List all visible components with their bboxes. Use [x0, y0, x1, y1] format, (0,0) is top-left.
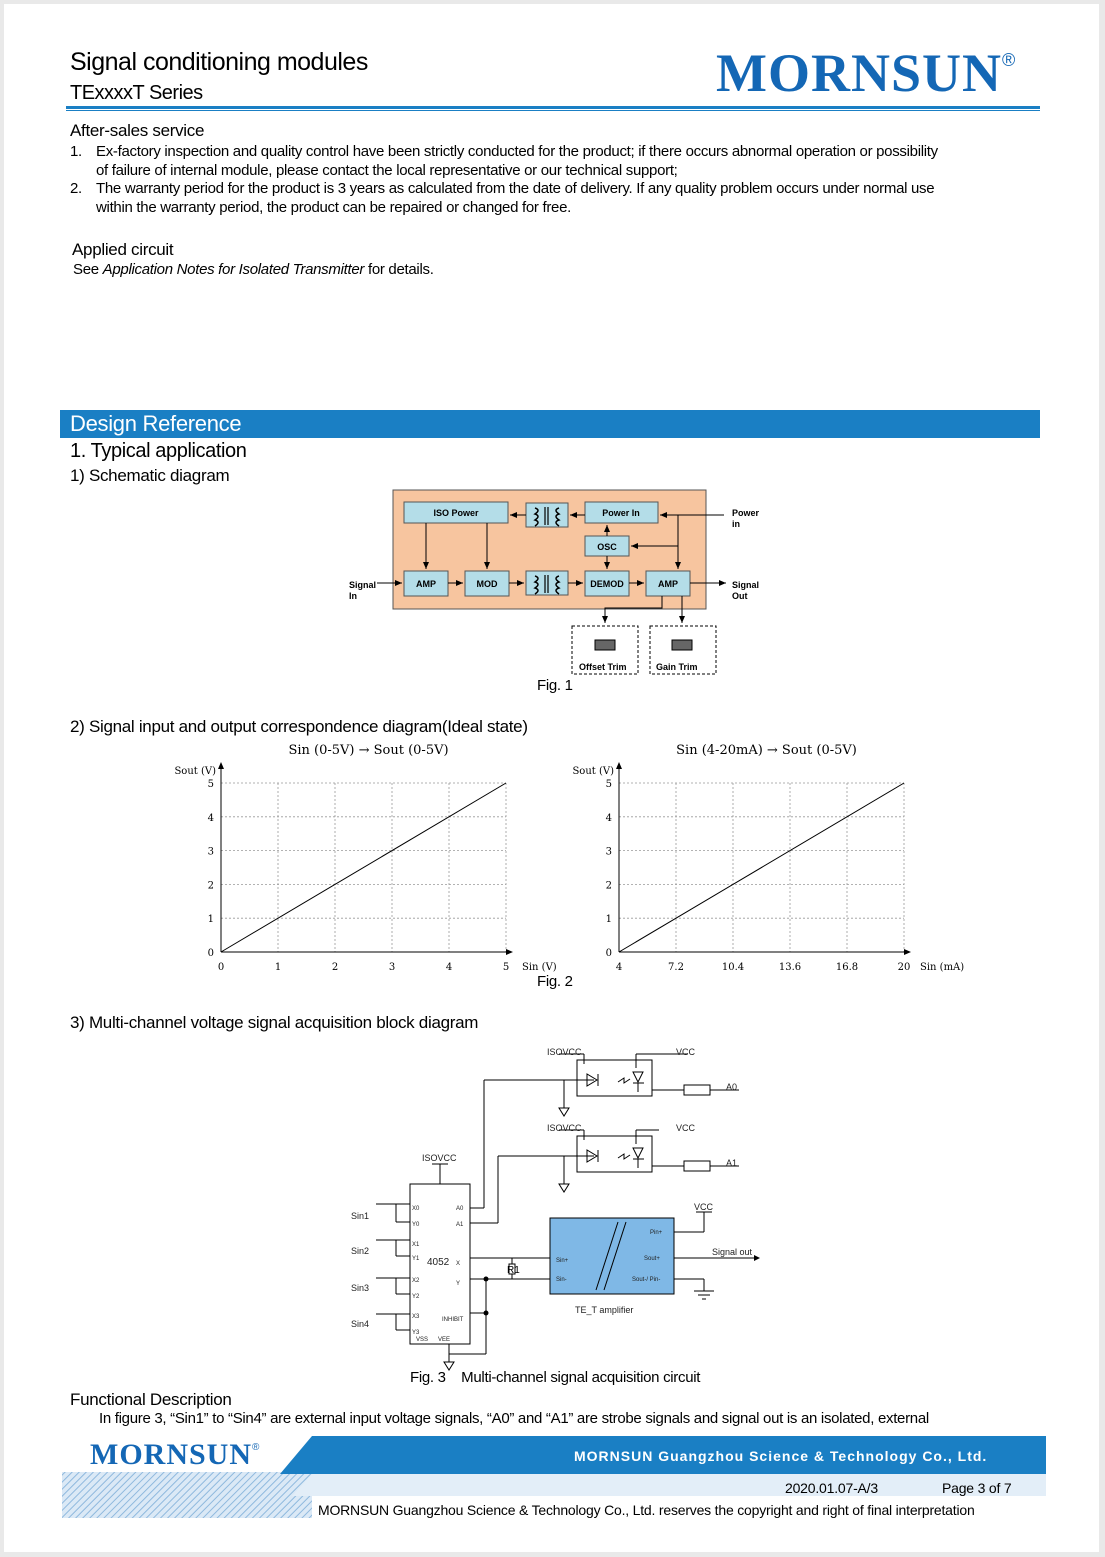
footer-copyright: MORNSUN Guangzhou Science & Technology Co., Ltd. reserves the copyright and right of final interpretation: [318, 1502, 975, 1518]
y-axis-label: Sout (V): [174, 766, 216, 777]
y-axis-label: Sout (V): [572, 766, 614, 777]
y-tick-label: 5: [605, 779, 612, 790]
y-tick-label: 2: [207, 880, 214, 892]
x-tick-label: 20: [897, 962, 911, 973]
document-title: Signal conditioning modules: [70, 48, 368, 76]
chart-title: Sin (4-20mA) → Sout (0-5V): [676, 743, 857, 758]
x-tick-label: 0: [217, 962, 225, 973]
y-tick-label: 4: [605, 812, 612, 824]
footer-date-code: 2020.01.07-A/3: [785, 1480, 878, 1496]
x-tick-label: 7.2: [668, 962, 684, 973]
schematic-diagram: [334, 484, 774, 679]
typical-application-heading: 1. Typical application: [70, 440, 247, 462]
x-tick-label: 16.8: [835, 962, 859, 973]
series-line: [221, 783, 506, 952]
y-tick-label: 2: [605, 880, 612, 892]
y-axis-arrow: [218, 762, 224, 769]
transformer-icon: [526, 571, 568, 595]
footer-page-number: Page 3 of 7: [942, 1480, 1012, 1496]
series-name: TExxxxT Series: [70, 82, 203, 104]
amplifier-label: TE_T amplifier: [575, 1305, 634, 1315]
fig1-caption: Fig. 1: [537, 677, 573, 694]
potentiometer-icon: [672, 640, 692, 650]
sin1-label: Sin1: [351, 1211, 370, 1221]
datasheet-page: Signal conditioning modules TExxxxT Series MORNSUN® After-sales service 1. Ex-factory inspection and quality control have been strictly conducted for the product; if there occurs abnormal operation or possibility of failure of internal module, please contact the local representative or our technical support; 2. The warranty period for the product is 3 years as calculated from the date of delivery. If any quality problem occurs under normal use within the warranty period, the product can be repaired or changed for free. Applied circuit See Application Notes for Isolated Transmitter for details. Design Reference 1. Typical application 1) Schematic diagram ISO Power Power In OSC AMP MOD DEMOD AMP Offset Trim Gain Trim Power in Signal In Signal Out Fig. 1 2) Signal input and output correspondence diagram(Ideal state) Sin (0-5V) → Sout (0-5V) 0 1 2 3 4 5 0 1 2 3 4 5 Sout (V) Sin (V) Sin (4-20mA) → Sout (0-5V) 4 7.2 10.4 13.6 16.8 20 0 1 2 3 4 5 Sout (V) Sin (mA) Fig. 2 3) Multi-channel voltage signal acquisition block diagram ISOVCC VCC A0 ISOVCC VCC A1 ISOVCC VCC Sin1 Sin2 Sin3 Sin4 Signal out TE_T amplifier R1 4052 X0 Y0 X1 Y1 X2 Y2 X3 Y3 A0 A1 X Y INHIBIT VSS VEE Sin+ Sin- Pin+ Sout+ Sout-/ Pin- Fig. 3 Multi-channel signal acquisition circuit Functional Description In figure 3, “Sin1” to “Sin4” are external input voltage signals, “A0” and “A1” are strobe signals and signal out is an isolated, external MORNSUN® MORNSUN Guangzhou Science & Technology Co., Ltd. 2020.01.07-A/3 Page 3 of 7 MORNSUN Guangzhou Science & Technology Co., Ltd. reserves the copyright and right of final interpretation: [4, 4, 1099, 1552]
svg-text:Sout-/ Pin-: Sout-/ Pin-: [632, 1277, 661, 1283]
y-tick-label: 4: [207, 812, 214, 824]
svg-text:X2: X2: [412, 1278, 420, 1284]
svg-text:X3: X3: [412, 1314, 420, 1320]
osc-label: OSC: [597, 542, 617, 552]
demod-label: DEMOD: [590, 579, 624, 589]
svg-text:X0: X0: [412, 1206, 420, 1212]
sin2-label: Sin2: [351, 1246, 370, 1256]
header-rule-thin: [66, 110, 1040, 111]
signal-out-label-2: Out: [732, 591, 748, 601]
a0-label: A0: [726, 1082, 738, 1092]
y-tick-label: 1: [605, 914, 612, 926]
y-axis-arrow: [616, 762, 622, 769]
sin4-label: Sin4: [351, 1319, 370, 1329]
svg-text:Y0: Y0: [412, 1222, 420, 1228]
header-rule: [66, 106, 1040, 109]
x-tick-label: 13.6: [778, 962, 802, 973]
svg-text:Pin+: Pin+: [650, 1230, 663, 1236]
power-in-label: Power: [732, 508, 760, 518]
chart-sin-current: [552, 736, 965, 976]
x-axis-arrow: [904, 949, 911, 955]
svg-text:Sout+: Sout+: [644, 1256, 660, 1262]
footer-logo: MORNSUN®: [90, 1438, 261, 1471]
svg-text:Y2: Y2: [412, 1294, 420, 1300]
x-tick-label: 3: [388, 962, 396, 973]
svg-text:Sin-: Sin-: [556, 1277, 567, 1283]
signal-chart-heading: 2) Signal input and output correspondence diagram(Ideal state): [70, 717, 528, 736]
a1-label: A1: [726, 1158, 738, 1168]
amp-out-label: AMP: [658, 579, 678, 589]
fig3-caption: Fig. 3 Multi-channel signal acquisition circuit: [410, 1369, 701, 1386]
svg-text:X1: X1: [412, 1242, 420, 1248]
footer-company: MORNSUN Guangzhou Science & Technology Co., Ltd.: [574, 1448, 988, 1464]
fig2-caption: Fig. 2: [537, 973, 573, 990]
optocoupler-a0: [577, 1060, 652, 1096]
y-tick-label: 5: [207, 779, 214, 790]
svg-text:Sin+: Sin+: [556, 1258, 569, 1264]
svg-text:Y: Y: [456, 1281, 461, 1287]
svg-text:A0: A0: [456, 1206, 464, 1212]
signal-out-label: Signal out: [712, 1247, 753, 1257]
series-line: [619, 783, 904, 952]
x-tick-label: 10.4: [721, 962, 745, 973]
iso-power-label: ISO Power: [433, 508, 479, 518]
x-tick-label: 1: [274, 962, 282, 973]
power-in-block-label: Power In: [602, 508, 640, 518]
x-axis-arrow: [506, 949, 513, 955]
transformer-icon: [526, 503, 568, 527]
x-tick-label: 5: [502, 962, 510, 973]
amp-in-label: AMP: [416, 579, 436, 589]
svg-text:VSS: VSS: [416, 1337, 429, 1343]
phototransistor-icon: [633, 1072, 643, 1082]
x-tick-label: 2: [331, 962, 339, 973]
applied-circuit-note: See Application Notes for Isolated Transmitter for details.: [73, 261, 434, 278]
sin3-label: Sin3: [351, 1283, 370, 1293]
x-tick-label: 4: [445, 962, 453, 973]
chart-sin-voltage: [154, 736, 557, 976]
y-tick-label: 3: [605, 846, 612, 858]
signal-in-label: Signal: [349, 580, 377, 590]
svg-text:INHIBIT: INHIBIT: [442, 1317, 464, 1323]
functional-text: In figure 3, “Sin1” to “Sin4” are external input voltage signals, “A0” and “A1” are strobe signals and signal out is an isolated, external: [99, 1410, 929, 1427]
power-in-label-2: in: [732, 519, 740, 529]
multi-channel-heading: 3) Multi-channel voltage signal acquisition block diagram: [70, 1013, 479, 1032]
svg-text:VEE: VEE: [438, 1337, 451, 1343]
vcc-label: VCC: [676, 1123, 696, 1133]
vcc-label: VCC: [676, 1047, 696, 1057]
x-axis-label: Sin (mA): [920, 962, 965, 973]
after-sales-heading: After-sales service: [70, 121, 205, 140]
applied-circuit-heading: Applied circuit: [72, 240, 174, 259]
gain-trim-label: Gain Trim: [656, 662, 698, 672]
potentiometer-icon: [595, 640, 615, 650]
y-tick-label: 0: [207, 948, 214, 959]
svg-text:Y3: Y3: [412, 1330, 420, 1336]
schematic-heading: 1) Schematic diagram: [70, 466, 230, 485]
x-axis-label: Sin (V): [522, 962, 557, 973]
functional-heading: Functional Description: [70, 1390, 232, 1409]
chip-label: 4052: [427, 1257, 450, 1268]
vcc-label: VCC: [694, 1202, 714, 1212]
design-reference-band: Design Reference: [60, 410, 1040, 438]
optocoupler-a1: [577, 1136, 652, 1172]
svg-text:A1: A1: [456, 1222, 464, 1228]
y-tick-label: 0: [605, 948, 612, 959]
y-tick-label: 3: [207, 846, 214, 858]
chart-title: Sin (0-5V) → Sout (0-5V): [288, 743, 449, 758]
svg-text:Y1: Y1: [412, 1256, 420, 1262]
offset-trim-label: Offset Trim: [579, 662, 627, 672]
acquisition-circuit: [334, 1038, 774, 1368]
mod-label: MOD: [476, 579, 498, 589]
signal-in-label-2: In: [349, 591, 357, 601]
isovcc-label: ISOVCC: [547, 1047, 582, 1057]
y-tick-label: 1: [207, 914, 214, 926]
signal-out-label: Signal: [732, 580, 760, 590]
svg-text:X: X: [456, 1261, 461, 1267]
r1-label: R1: [507, 1265, 520, 1276]
x-tick-label: 4: [615, 962, 623, 973]
isovcc-label: ISOVCC: [422, 1153, 457, 1163]
isovcc-label: ISOVCC: [547, 1123, 582, 1133]
mornsun-logo: MORNSUN®: [716, 43, 1017, 103]
